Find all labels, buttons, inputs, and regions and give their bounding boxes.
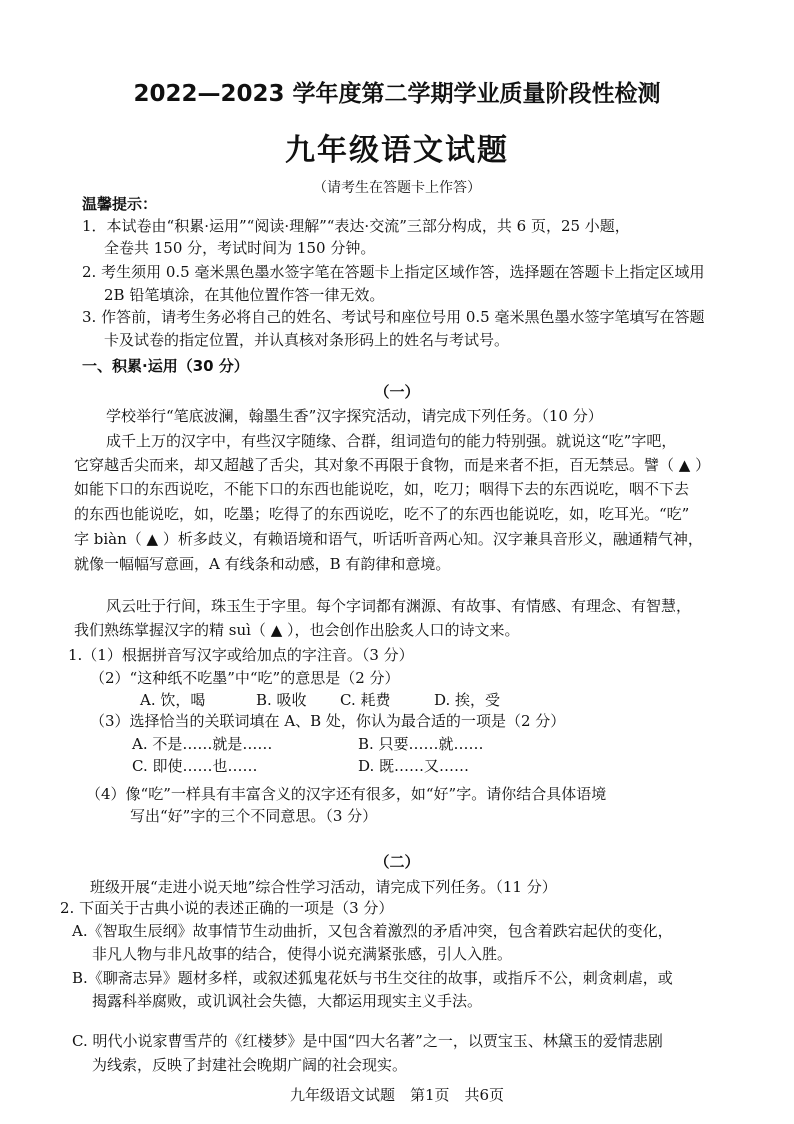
notice-heading: 温馨提示： xyxy=(82,195,158,213)
question-2: 2. 下面关于古典小说的表述正确的一项是（3 分） xyxy=(60,899,394,917)
passage-line: 如能下口的东西说吃，不能下口的东西也能说吃，如，吃刀；咽得下去的东西说吃，咽不下去 xyxy=(74,480,690,498)
exam-title: 2022—2023 学年度第二学期学业质量阶段性检测 xyxy=(133,81,661,107)
section-one-intro: 学校举行“笔底波澜，翰墨生香”汉字探究活动，请完成下列任务。（10 分） xyxy=(106,407,603,425)
section-two-intro: 班级开展“走进小说天地”综合性学习活动，请完成下列任务。（11 分） xyxy=(90,878,557,896)
answer-sheet-note: （请考生在答题卡上作答） xyxy=(313,180,481,196)
q1-3-option-a: A. 不是……就是…… xyxy=(132,735,273,753)
question-1-2: （2）“这种纸不吃墨”中“吃”的意思是（2 分） xyxy=(90,669,400,687)
page-footer: 九年级语文试题 第1页 共6页 xyxy=(289,1086,505,1104)
q2-option-c: C. 明代小说家曹雪芹的《红楼梦》是中国“四大名著”之一，以贾宝玉、林黛玉的爱情悲剧 xyxy=(72,1032,663,1050)
passage-line: 就像一幅幅写意画，A 有线条和动感，B 有韵律和意境。 xyxy=(74,555,451,573)
passage-line: 它穿越舌尖而来，却又超越了舌尖，其对象不再限于食物，而是来者不拒，百无禁忌。譬（ ▲ ） xyxy=(74,456,711,474)
passage-line: 的东西也能说吃，如，吃墨；吃得了的东西说吃，吃不了的东西也能说吃，如，吃耳光。“吃” xyxy=(74,505,690,523)
passage-line: 字 biàn（ ▲ ）析多歧义，有赖语境和语气，听话听音两心知。汉字兼具音形义，融通精气神， xyxy=(74,530,703,548)
q1-2-option-d: D. 挨，受 xyxy=(434,691,501,709)
q2-option-a: A.《智取生辰纲》故事情节生动曲折，又包含着激烈的矛盾冲突，包含着跌宕起伏的变化， xyxy=(72,922,673,940)
question-1-4: （4）像“吃”一样具有丰富含义的汉字还有很多，如“好”字。请你结合具体语境 xyxy=(86,785,607,803)
question-1-4-cont: 写出“好”字的三个不同意思。（3 分） xyxy=(130,807,378,825)
notice-item-1-cont: 全卷共 150 分，考试时间为 150 分钟。 xyxy=(104,239,376,257)
passage-line: 成千上万的汉字中，有些汉字随缘、合群，组词造句的能力特别强。就说这“吃”字吧， xyxy=(106,432,677,450)
q2-option-b: B.《聊斋志异》题材多样，或叙述狐鬼花妖与书生交往的故事，或指斥不公，刺贪刺虐，或 xyxy=(72,969,673,987)
q2-option-c-cont: 为线索，反映了封建社会晚期广阔的社会现实。 xyxy=(92,1056,408,1074)
q1-2-option-b: B. 吸收 xyxy=(256,691,307,709)
question-1-1: 1.（1）根据拼音写汉字或给加点的字注音。（3 分） xyxy=(68,646,414,664)
q2-option-b-cont: 揭露科举腐败，或讥讽社会失德，大都运用现实主义手法。 xyxy=(92,992,483,1010)
q1-2-option-c: C. 耗费 xyxy=(340,691,391,709)
passage-line: 我们熟练掌握汉字的精 suì（ ▲ ），也会创作出脍炙人口的诗文来。 xyxy=(74,621,520,639)
q2-option-a-cont: 非凡人物与非凡故事的结合，使得小说充满紧张感，引人入胜。 xyxy=(92,945,513,963)
notice-item-1: 1．本试卷由“积累·运用”“阅读·理解”“表达·交流”三部分构成，共 6 页，25 小题， xyxy=(82,217,630,235)
part1-heading: 一、积累·运用（30 分） xyxy=(82,357,249,375)
section-one-label: （一） xyxy=(374,383,420,401)
section-two-label: （二） xyxy=(374,853,420,871)
passage-line: 风云吐于行间，珠玉生于字里。每个字词都有渊源、有故事、有情感、有理念、有智慧， xyxy=(106,597,692,615)
notice-item-2-cont: 2B 铅笔填涂，在其他位置作答一律无效。 xyxy=(104,286,385,304)
exam-subject-title: 九年级语文试题 xyxy=(285,133,509,168)
notice-item-2: 2. 考生须用 0.5 毫米黑色墨水签字笔在答题卡上指定区域作答，选择题在答题卡上指定区域用 xyxy=(82,263,705,281)
notice-item-3: 3. 作答前，请考生务必将自己的姓名、考试号和座位号用 0.5 毫米黑色墨水签字笔填写在答题 xyxy=(82,308,705,326)
q1-2-option-a: A. 饮，喝 xyxy=(140,691,206,709)
question-1-3: （3）选择恰当的关联词填在 A、B 处，你认为最合适的一项是（2 分） xyxy=(90,712,566,730)
q1-3-option-b: B. 只要……就…… xyxy=(358,735,484,753)
q1-3-option-d: D. 既……又…… xyxy=(358,757,470,775)
q1-3-option-c: C. 即使……也…… xyxy=(132,757,258,775)
notice-item-3-cont: 卡及试卷的指定位置，并认真核对条形码上的姓名与考试号。 xyxy=(104,331,510,349)
